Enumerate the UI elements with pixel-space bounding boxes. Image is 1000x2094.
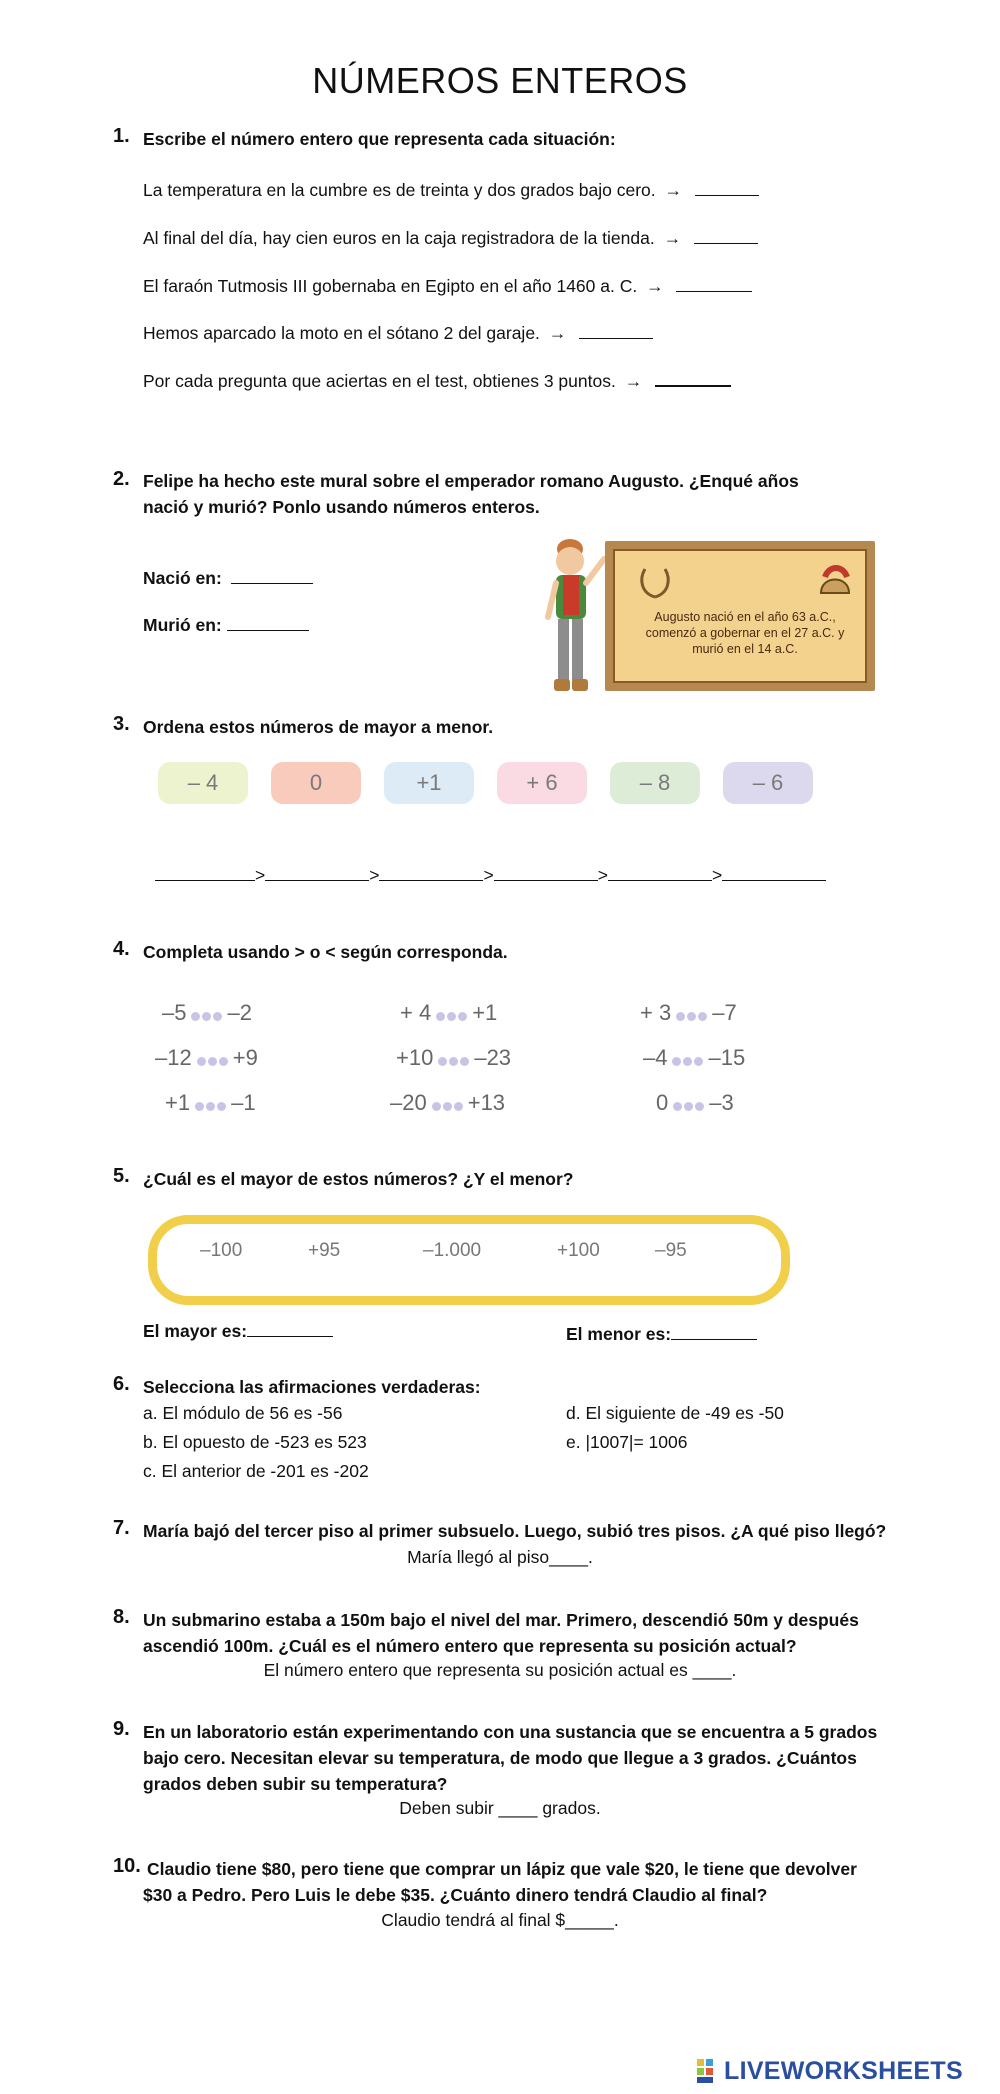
oval-number: –1.000 [423,1240,482,1261]
drop-target[interactable] [435,1001,468,1027]
order-blank[interactable] [155,862,255,881]
drop-target[interactable] [196,1046,229,1072]
q1-item-5: Por cada pregunta que aciertas en el test, obtienes 3 puntos. → [143,367,731,392]
q7-prompt: María bajó del tercer piso al primer subsuelo. Luego, subió tres pisos. ¿A qué piso llegó? [143,1521,887,1541]
q10-answer[interactable]: Claudio tendrá al final $_____. [381,1910,619,1930]
q7-number: 7. [113,1517,130,1539]
option-b[interactable]: b. El opuesto de -523 es 523 [143,1432,367,1452]
q3-number: 3. [113,713,130,735]
comparison-item: +10 –23 [396,1045,511,1072]
order-blank[interactable] [722,862,826,881]
comparison-item: +1 –1 [165,1090,256,1117]
q2-prompt-line2: nació y murió? Ponlo usando números enteros. [143,497,540,517]
q9-prompt-line2: bajo cero. Necesitan elevar su temperatura, de modo que llegue a 3 grados. ¿Cuántos [143,1748,857,1768]
order-blank[interactable] [379,862,483,881]
q10-prompt-line2: $30 a Pedro. Pero Luis le debe $35. ¿Cuánto dinero tendrá Claudio al final? [143,1885,768,1905]
number-chip: – 8 [610,762,700,804]
order-blank[interactable] [265,862,369,881]
drop-target[interactable] [671,1046,704,1072]
born-blank[interactable] [231,565,313,584]
q9-prompt-line3: grados deben subir su temperatura? [143,1774,448,1794]
q2-prompt-line1: Felipe ha hecho este mural sobre el emperador romano Augusto. ¿Enqué años [143,471,799,491]
order-blank[interactable] [494,862,598,881]
augustus-mural [605,541,875,691]
liveworksheets-logo [696,2057,963,2085]
q8-prompt-line2: ascendió 100m. ¿Cuál es el número entero que representa su posición actual? [143,1636,797,1656]
q4-prompt: Completa usando > o < según corresponda. [143,942,508,962]
page-title: NÚMEROS ENTEROS [312,60,688,101]
q1-item-3: El faraón Tutmosis III gobernaba en Egipto en el año 1460 a. C. → [143,273,752,297]
order-blank[interactable] [608,862,712,881]
q8-number: 8. [113,1606,130,1628]
q5-number: 5. [113,1165,130,1187]
liveworksheets-logo-icon [696,2058,722,2084]
q1-prompt: Escribe el número entero que representa cada situación: [143,129,616,149]
roman-helmet-icon [815,563,855,603]
laurel-wreath-icon [635,565,675,601]
drop-target[interactable] [431,1091,464,1117]
number-chip: + 6 [497,762,587,804]
oval-number: –95 [655,1240,687,1261]
max-blank[interactable] [247,1318,333,1337]
q6-prompt: Selecciona las afirmaciones verdaderas: [143,1377,481,1397]
q10-number: 10. [113,1855,141,1877]
arrow-right-icon: → [664,180,683,200]
q2-number: 2. [113,468,130,490]
answer-blank[interactable] [579,320,653,339]
died-row: Murió en: [143,612,309,636]
q3-prompt: Ordena estos números de mayor a menor. [143,717,494,737]
brand-name: LIVEWORKSHEETS [724,2056,963,2085]
option-c[interactable]: c. El anterior de -201 es -202 [143,1461,369,1481]
q7-answer[interactable]: María llegó al piso____. [407,1547,593,1567]
q1-item-4: Hemos aparcado la moto en el sótano 2 del garaje. → [143,320,653,344]
q9-prompt-line1: En un laboratorio están experimentando con una sustancia que se encuentra a 5 grados [143,1722,878,1742]
option-e[interactable]: e. |1007|= 1006 [566,1432,688,1452]
number-chip: 0 [271,762,361,804]
min-row: El menor es: [566,1321,757,1345]
q10-prompt-line1: Claudio tiene $80, pero tiene que comprar un lápiz que vale $20, le tiene que devolver [147,1859,857,1879]
oval-number: –100 [200,1240,243,1261]
q9-answer[interactable]: Deben subir ____ grados. [399,1798,601,1818]
comparison-item: –5 –2 [162,1000,252,1027]
option-d[interactable]: d. El siguiente de -49 es -50 [566,1403,784,1423]
comparison-item: + 3 –7 [640,1000,737,1027]
drop-target[interactable] [675,1001,708,1027]
arrow-right-icon: → [624,371,643,391]
comparison-item: + 4 +1 [400,1000,497,1027]
comparison-item: –12 +9 [155,1045,258,1072]
q4-number: 4. [113,938,130,960]
answer-blank[interactable] [695,177,759,196]
boy-illustration [530,535,610,703]
q5-prompt: ¿Cuál es el mayor de estos números? ¿Y el menor? [143,1169,574,1189]
born-row: Nació en: [143,565,313,589]
q8-answer[interactable]: El número entero que representa su posición actual es ____. [263,1660,737,1680]
max-row: El mayor es: [143,1318,333,1342]
order-row: > > > > > [155,862,826,886]
min-blank[interactable] [671,1321,757,1340]
oval-number: +95 [308,1240,341,1261]
drop-target[interactable] [194,1091,227,1117]
answer-blank[interactable] [655,367,731,387]
comparison-item: –20 +13 [390,1090,505,1117]
q8-prompt-line1: Un submarino estaba a 150m bajo el nivel del mar. Primero, descendió 50m y después [143,1610,859,1630]
q1-number: 1. [113,125,130,147]
answer-blank[interactable] [694,225,758,244]
number-chip: – 6 [723,762,813,804]
drop-target[interactable] [437,1046,470,1072]
drop-target[interactable] [190,1001,223,1027]
number-chip: – 4 [158,762,248,804]
q6-number: 6. [113,1373,130,1395]
drop-target[interactable] [672,1091,705,1117]
q1-item-1: La temperatura en la cumbre es de treinta y dos grados bajo cero. → [143,177,759,201]
comparison-item: 0 –3 [656,1090,734,1117]
mural-text: Augusto nació en el año 63 a.C., comenzó a gobernar en el 27 a.C. y murió en el 14 a.C. [645,610,845,656]
answer-blank[interactable] [676,273,752,292]
comparison-item: –4 –15 [643,1045,745,1072]
number-chip: +1 [384,762,474,804]
q9-number: 9. [113,1718,130,1740]
q1-item-2: Al final del día, hay cien euros en la caja registradora de la tienda. → [143,225,758,249]
arrow-right-icon: → [663,228,682,248]
arrow-right-icon: → [646,276,664,296]
oval-number: +100 [557,1240,600,1261]
option-a[interactable]: a. El módulo de 56 es -56 [143,1403,343,1423]
arrow-right-icon: → [548,323,567,343]
died-blank[interactable] [227,612,309,631]
